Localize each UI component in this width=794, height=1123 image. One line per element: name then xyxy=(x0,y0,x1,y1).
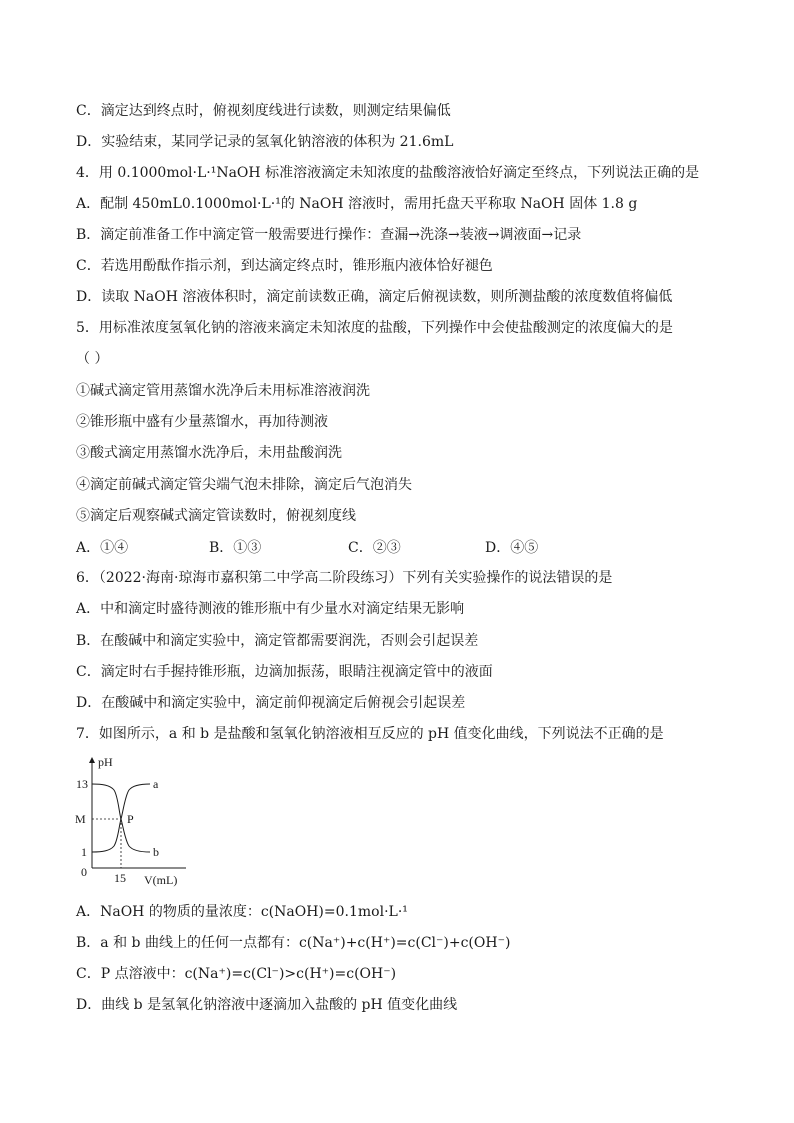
q5-statement-3: ③酸式滴定用蒸馏水洗净后，未用盐酸润洗 xyxy=(76,445,342,461)
y-tick-13: 13 xyxy=(76,777,88,791)
q6-stem: 6．（2022·海南·琼海市嘉积第二中学高二阶段练习）下列有关实验操作的说法错误的是 xyxy=(76,570,613,586)
q5-statement-4: ④滴定前碱式滴定管尖端气泡未排除，滴定后气泡消失 xyxy=(76,477,412,493)
q6-option-c: C．滴定时右手握持锥形瓶，边滴加振荡，眼睛注视滴定管中的液面 xyxy=(76,664,493,680)
q7-option-d: D．曲线 b 是氢氧化钠溶液中逐滴加入盐酸的 pH 值变化曲线 xyxy=(76,997,458,1013)
q7-option-c: C．P 点溶液中：c(Na⁺)=c(Cl⁻)>c(H⁺)=c(OH⁻) xyxy=(76,966,397,982)
q3-option-c: C．滴定达到终点时，俯视刻度线进行读数，则测定结果偏低 xyxy=(76,103,451,119)
q5-options xyxy=(76,538,716,558)
q6-option-a: A．中和滴定时盛待测液的锥形瓶中有少量水对滴定结果无影响 xyxy=(76,601,465,617)
curve-a-label: a xyxy=(153,777,159,791)
titration-curve-svg xyxy=(74,756,194,896)
q4-option-b: B．滴定前准备工作中滴定管一般需要进行操作：查漏→洗涤→装液→调液面→记录 xyxy=(76,227,582,243)
q6-option-d: D．在酸碱中和滴定实验中，滴定前仰视滴定后俯视会引起误差 xyxy=(76,695,466,711)
q5-option-c: C．②③ xyxy=(348,540,401,556)
q4-stem: 4．用 0.1000mol·L·¹NaOH 标准溶液滴定未知浓度的盐酸溶液恰好滴定至终点，下列说法正确的是 xyxy=(76,165,700,181)
q5-option-d: D．④⑤ xyxy=(485,540,539,556)
q4-option-a: A．配制 450mL0.1000mol·L·¹的 NaOH 溶液时，需用托盘天平称取 NaOH 固体 1.8 g xyxy=(76,196,638,212)
q4-option-d: D．读取 NaOH 溶液体积时，滴定前读数正确，滴定后俯视读数，则所测盐酸的浓度数值将偏低 xyxy=(76,289,673,305)
y-axis-label: pH xyxy=(98,756,113,769)
q5-option-b: B．①③ xyxy=(209,540,262,556)
q6-option-b: B．在酸碱中和滴定实验中，滴定管都需要润洗，否则会引起误差 xyxy=(76,633,479,649)
q7-option-a: A．NaOH 的物质的量浓度：c(NaOH)=0.1mol·L·¹ xyxy=(76,904,408,920)
q5-statement-2: ②锥形瓶中盛有少量蒸馏水，再加待测液 xyxy=(76,414,328,430)
q5-option-a: A．①④ xyxy=(76,540,129,556)
titration-ph-figure xyxy=(74,756,194,896)
q5-statement-1: ①碱式滴定管用蒸馏水洗净后未用标准溶液润洗 xyxy=(76,383,370,399)
q5-statement-5: ⑤滴定后观察碱式滴定管读数时，俯视刻度线 xyxy=(76,508,356,524)
q5-answer-blank: （ ） xyxy=(76,351,109,367)
y-tick-1: 1 xyxy=(81,845,87,859)
curve-b-label: b xyxy=(153,845,159,859)
y-tick-m: M xyxy=(75,812,86,826)
x-tick-15: 15 xyxy=(114,871,126,885)
q3-option-d: D．实验结束，某同学记录的氢氧化钠溶液的体积为 21.6mL xyxy=(76,134,454,150)
point-p-label: P xyxy=(127,812,134,826)
x-axis-label: V(mL) xyxy=(144,873,178,887)
origin-label: 0 xyxy=(81,865,87,879)
q5-stem: 5．用标准浓度氢氧化钠的溶液来滴定未知浓度的盐酸，下列操作中会使盐酸测定的浓度偏大的是 xyxy=(76,320,673,336)
q7-stem: 7．如图所示，a 和 b 是盐酸和氢氧化钠溶液相互反应的 pH 值变化曲线，下列说法不正确的是 xyxy=(76,726,664,742)
q4-option-c: C．若选用酚酞作指示剂，到达滴定终点时，锥形瓶内液体恰好褪色 xyxy=(76,258,493,274)
curve-b xyxy=(92,784,150,852)
q7-option-b: B．a 和 b 曲线上的任何一点都有：c(Na⁺)+c(H⁺)=c(Cl⁻)+c(OH⁻) xyxy=(76,935,511,951)
